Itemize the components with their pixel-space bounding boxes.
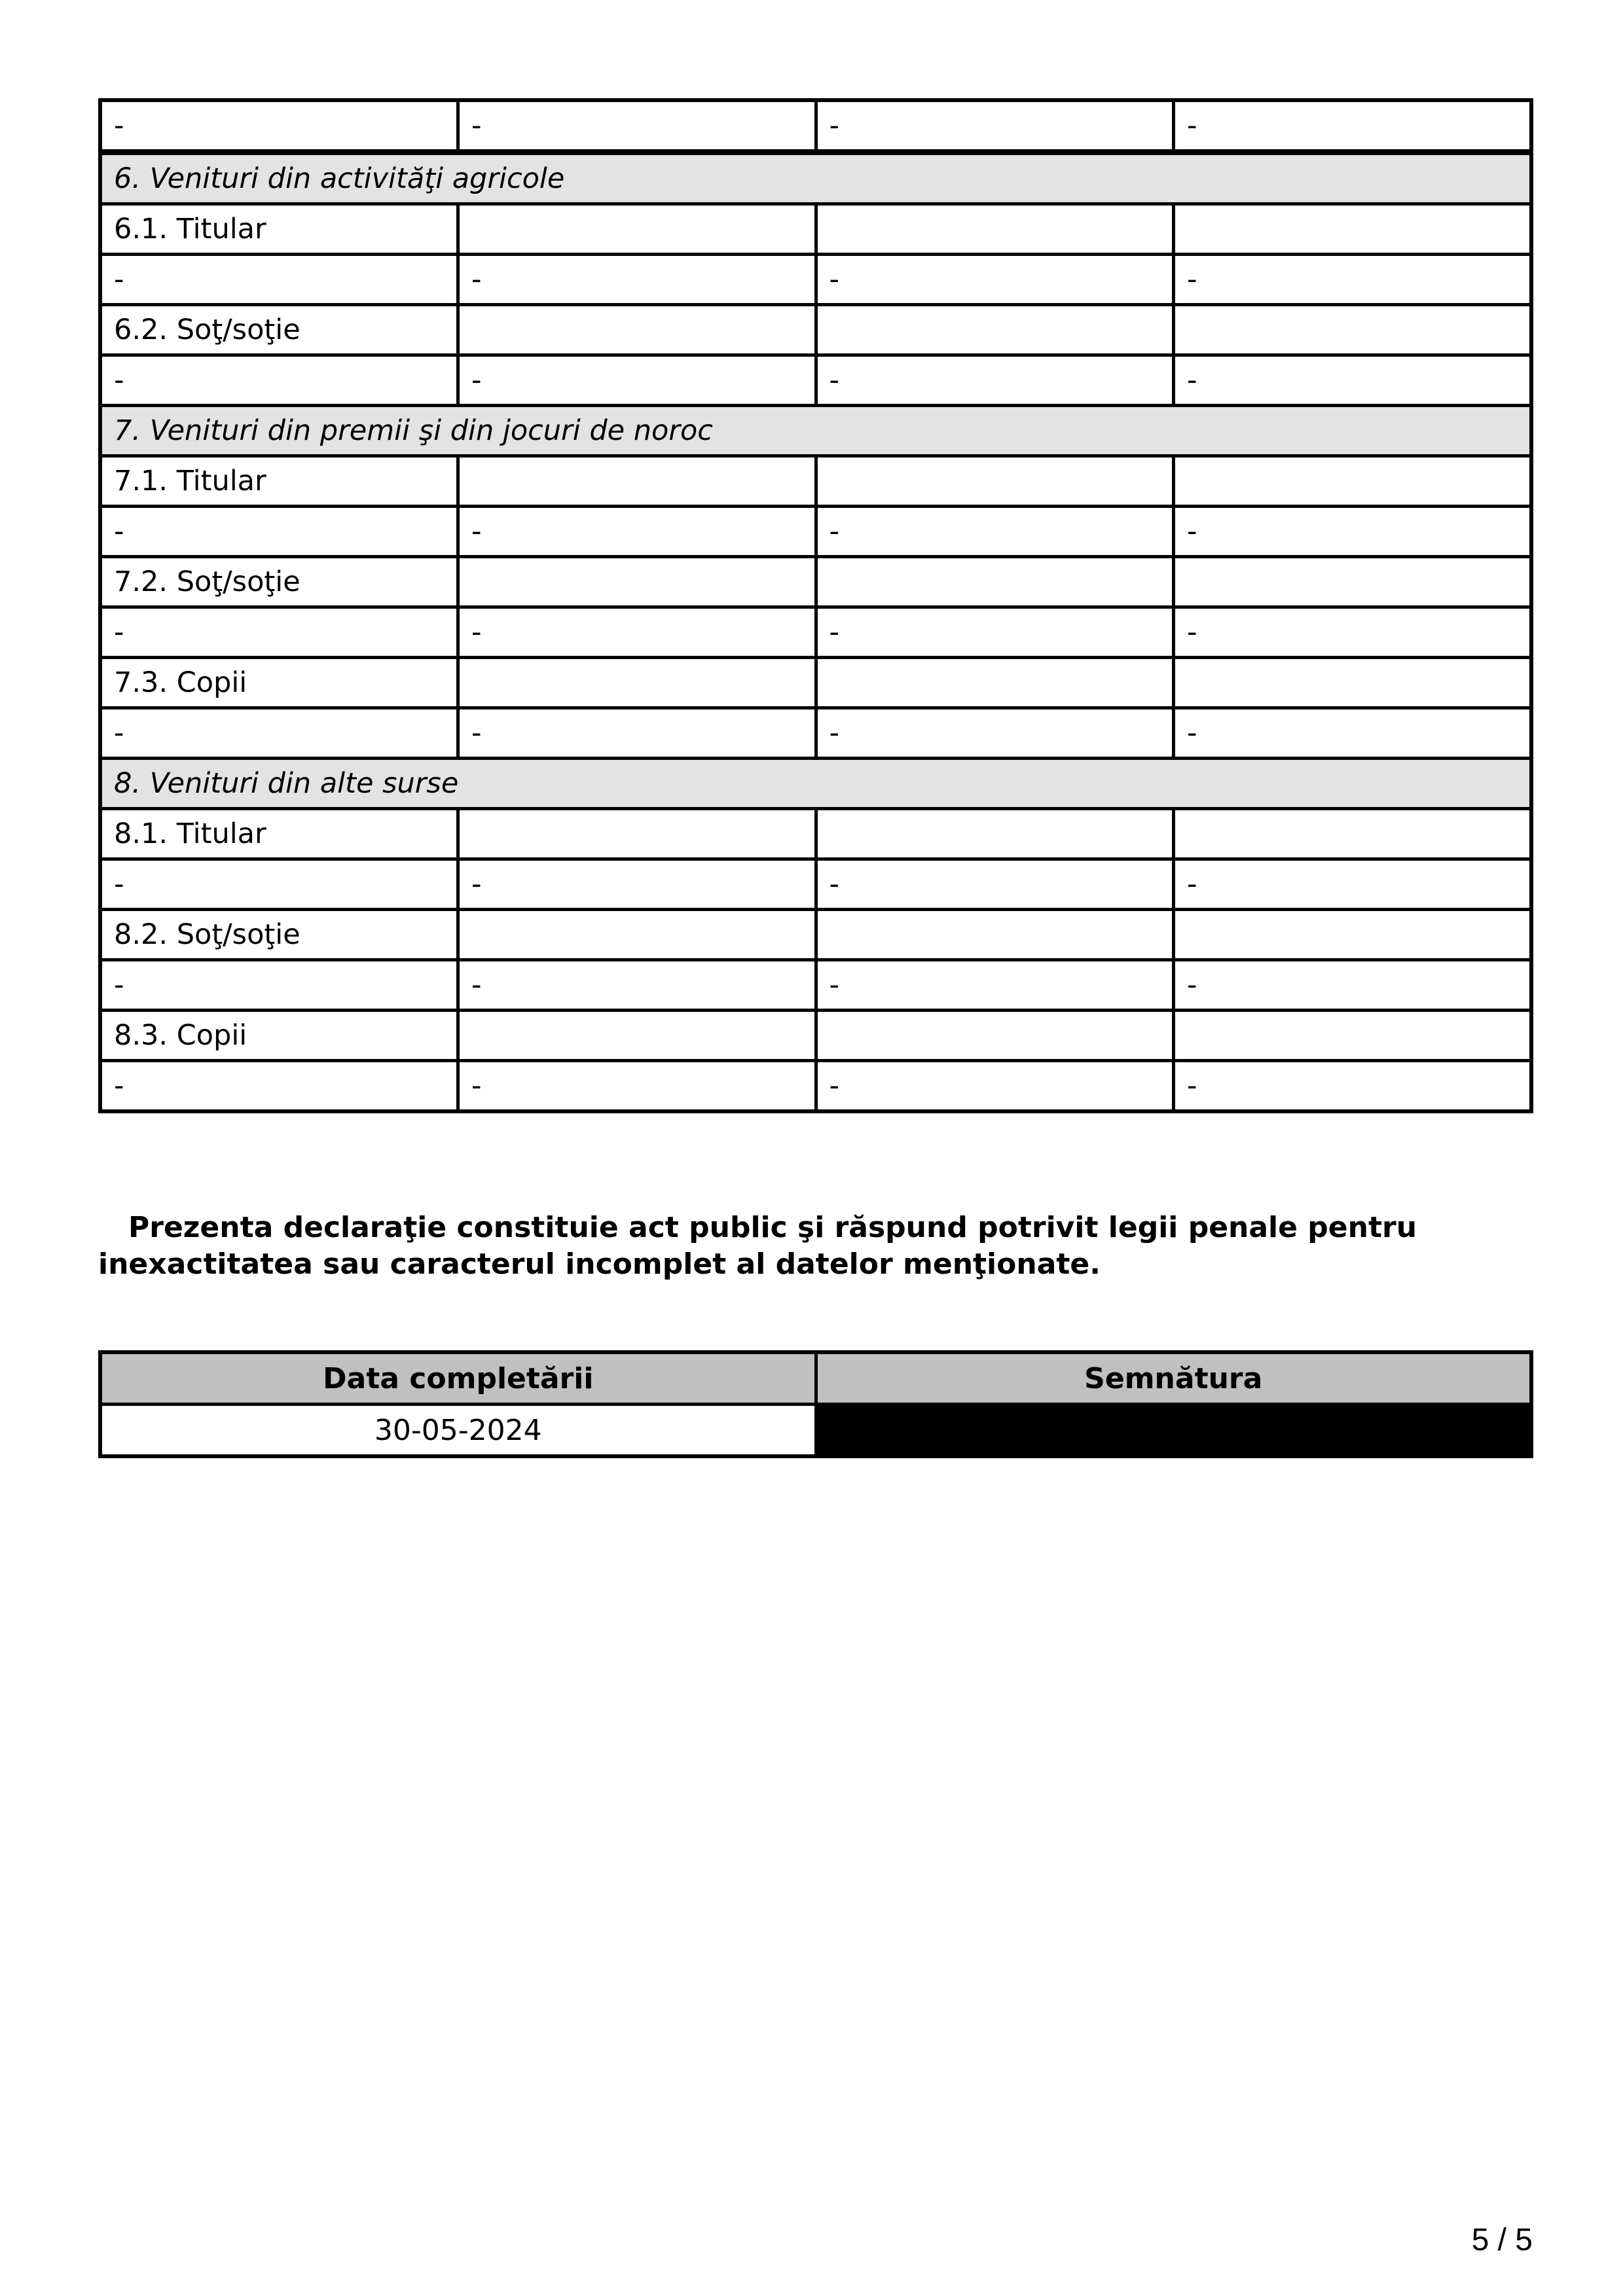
- table-row: [100, 100, 1531, 152]
- table-cell: -: [100, 507, 458, 557]
- table-cell: -: [1174, 1061, 1532, 1112]
- table-cell: [1174, 557, 1532, 607]
- signature-table-value-row: [100, 1405, 1531, 1457]
- table-row: [100, 305, 1531, 355]
- page-number: 5 / 5: [1471, 2223, 1533, 2257]
- income-table-body: [100, 100, 1531, 1111]
- table-cell: [1174, 204, 1532, 255]
- table-row: [100, 1011, 1531, 1061]
- table-row: [100, 910, 1531, 960]
- date-header: Data completării: [100, 1352, 816, 1405]
- table-cell: 6.2. Soţ/soţie: [100, 305, 458, 355]
- table-cell: -: [458, 100, 816, 152]
- table-row: [100, 355, 1531, 406]
- income-table: [98, 98, 1533, 1113]
- table-cell: -: [1174, 255, 1532, 305]
- section-title: 7. Venituri din premii şi din jocuri de noroc: [100, 406, 1531, 456]
- table-cell: -: [1174, 507, 1532, 557]
- table-cell: [458, 910, 816, 960]
- table-cell: -: [100, 355, 458, 406]
- table-cell: [458, 809, 816, 859]
- table-cell: -: [458, 859, 816, 910]
- table-cell: [1174, 305, 1532, 355]
- table-cell: 6.1. Titular: [100, 204, 458, 255]
- table-row: [100, 507, 1531, 557]
- table-cell: -: [100, 1061, 458, 1112]
- table-cell: [816, 809, 1174, 859]
- table-cell: -: [1174, 100, 1532, 152]
- declaration-text: Prezenta declaraţie constituie act public şi răspund potrivit legii penale pentru inexactitatea sau caracterul incomplet al datelor menţionate.: [98, 1211, 1417, 1281]
- table-cell: 8.1. Titular: [100, 809, 458, 859]
- table-row: [100, 557, 1531, 607]
- table-row: [100, 960, 1531, 1011]
- table-cell: -: [816, 1061, 1174, 1112]
- table-cell: -: [458, 708, 816, 759]
- table-cell: [1174, 1011, 1532, 1061]
- table-cell: -: [816, 708, 1174, 759]
- section-title: 8. Venituri din alte surse: [100, 759, 1531, 809]
- table-cell: -: [458, 255, 816, 305]
- table-cell: -: [816, 100, 1174, 152]
- table-cell: -: [458, 355, 816, 406]
- table-cell: -: [816, 355, 1174, 406]
- section-header-row: [100, 406, 1531, 456]
- signature-table-header-row: [100, 1352, 1531, 1405]
- table-cell: 7.2. Soţ/soţie: [100, 557, 458, 607]
- table-cell: [458, 658, 816, 708]
- table-cell: -: [100, 607, 458, 658]
- table-row: [100, 456, 1531, 507]
- table-cell: -: [816, 255, 1174, 305]
- table-row: [100, 607, 1531, 658]
- table-cell: [458, 204, 816, 255]
- table-row: [100, 859, 1531, 910]
- table-cell: -: [816, 859, 1174, 910]
- table-row: [100, 809, 1531, 859]
- table-cell: [816, 557, 1174, 607]
- section-header-row: [100, 152, 1531, 204]
- table-row: [100, 658, 1531, 708]
- table-row: [100, 708, 1531, 759]
- table-cell: -: [100, 708, 458, 759]
- redacted-signature: [816, 1405, 1531, 1457]
- table-cell: [1174, 658, 1532, 708]
- table-cell: 7.1. Titular: [100, 456, 458, 507]
- table-cell: -: [1174, 859, 1532, 910]
- table-cell: [1174, 809, 1532, 859]
- table-cell: -: [816, 607, 1174, 658]
- table-cell: [458, 305, 816, 355]
- table-cell: -: [458, 607, 816, 658]
- section-header-row: [100, 759, 1531, 809]
- table-cell: [816, 658, 1174, 708]
- table-cell: -: [458, 507, 816, 557]
- table-cell: -: [100, 100, 458, 152]
- table-cell: -: [1174, 355, 1532, 406]
- signature-table: [98, 1350, 1533, 1458]
- table-cell: [816, 204, 1174, 255]
- table-cell: -: [1174, 607, 1532, 658]
- table-cell: [816, 910, 1174, 960]
- table-cell: 7.3. Copii: [100, 658, 458, 708]
- table-cell: [816, 305, 1174, 355]
- table-cell: [816, 456, 1174, 507]
- table-cell: -: [816, 960, 1174, 1011]
- signature-header: Semnătura: [816, 1352, 1531, 1405]
- table-row: [100, 204, 1531, 255]
- table-cell: [458, 557, 816, 607]
- table-cell: -: [458, 1061, 816, 1112]
- completion-date: 30-05-2024: [100, 1405, 816, 1457]
- table-cell: -: [100, 255, 458, 305]
- section-title: 6. Venituri din activităţi agricole: [100, 152, 1531, 204]
- table-cell: [1174, 456, 1532, 507]
- table-cell: [1174, 910, 1532, 960]
- table-cell: 8.3. Copii: [100, 1011, 458, 1061]
- table-cell: -: [100, 960, 458, 1011]
- table-cell: -: [1174, 708, 1532, 759]
- table-cell: [458, 1011, 816, 1061]
- table-cell: 8.2. Soţ/soţie: [100, 910, 458, 960]
- table-row: [100, 255, 1531, 305]
- table-cell: -: [458, 960, 816, 1011]
- table-cell: -: [100, 859, 458, 910]
- table-cell: -: [816, 507, 1174, 557]
- table-cell: -: [1174, 960, 1532, 1011]
- table-cell: [816, 1011, 1174, 1061]
- table-cell: [458, 456, 816, 507]
- table-row: [100, 1061, 1531, 1112]
